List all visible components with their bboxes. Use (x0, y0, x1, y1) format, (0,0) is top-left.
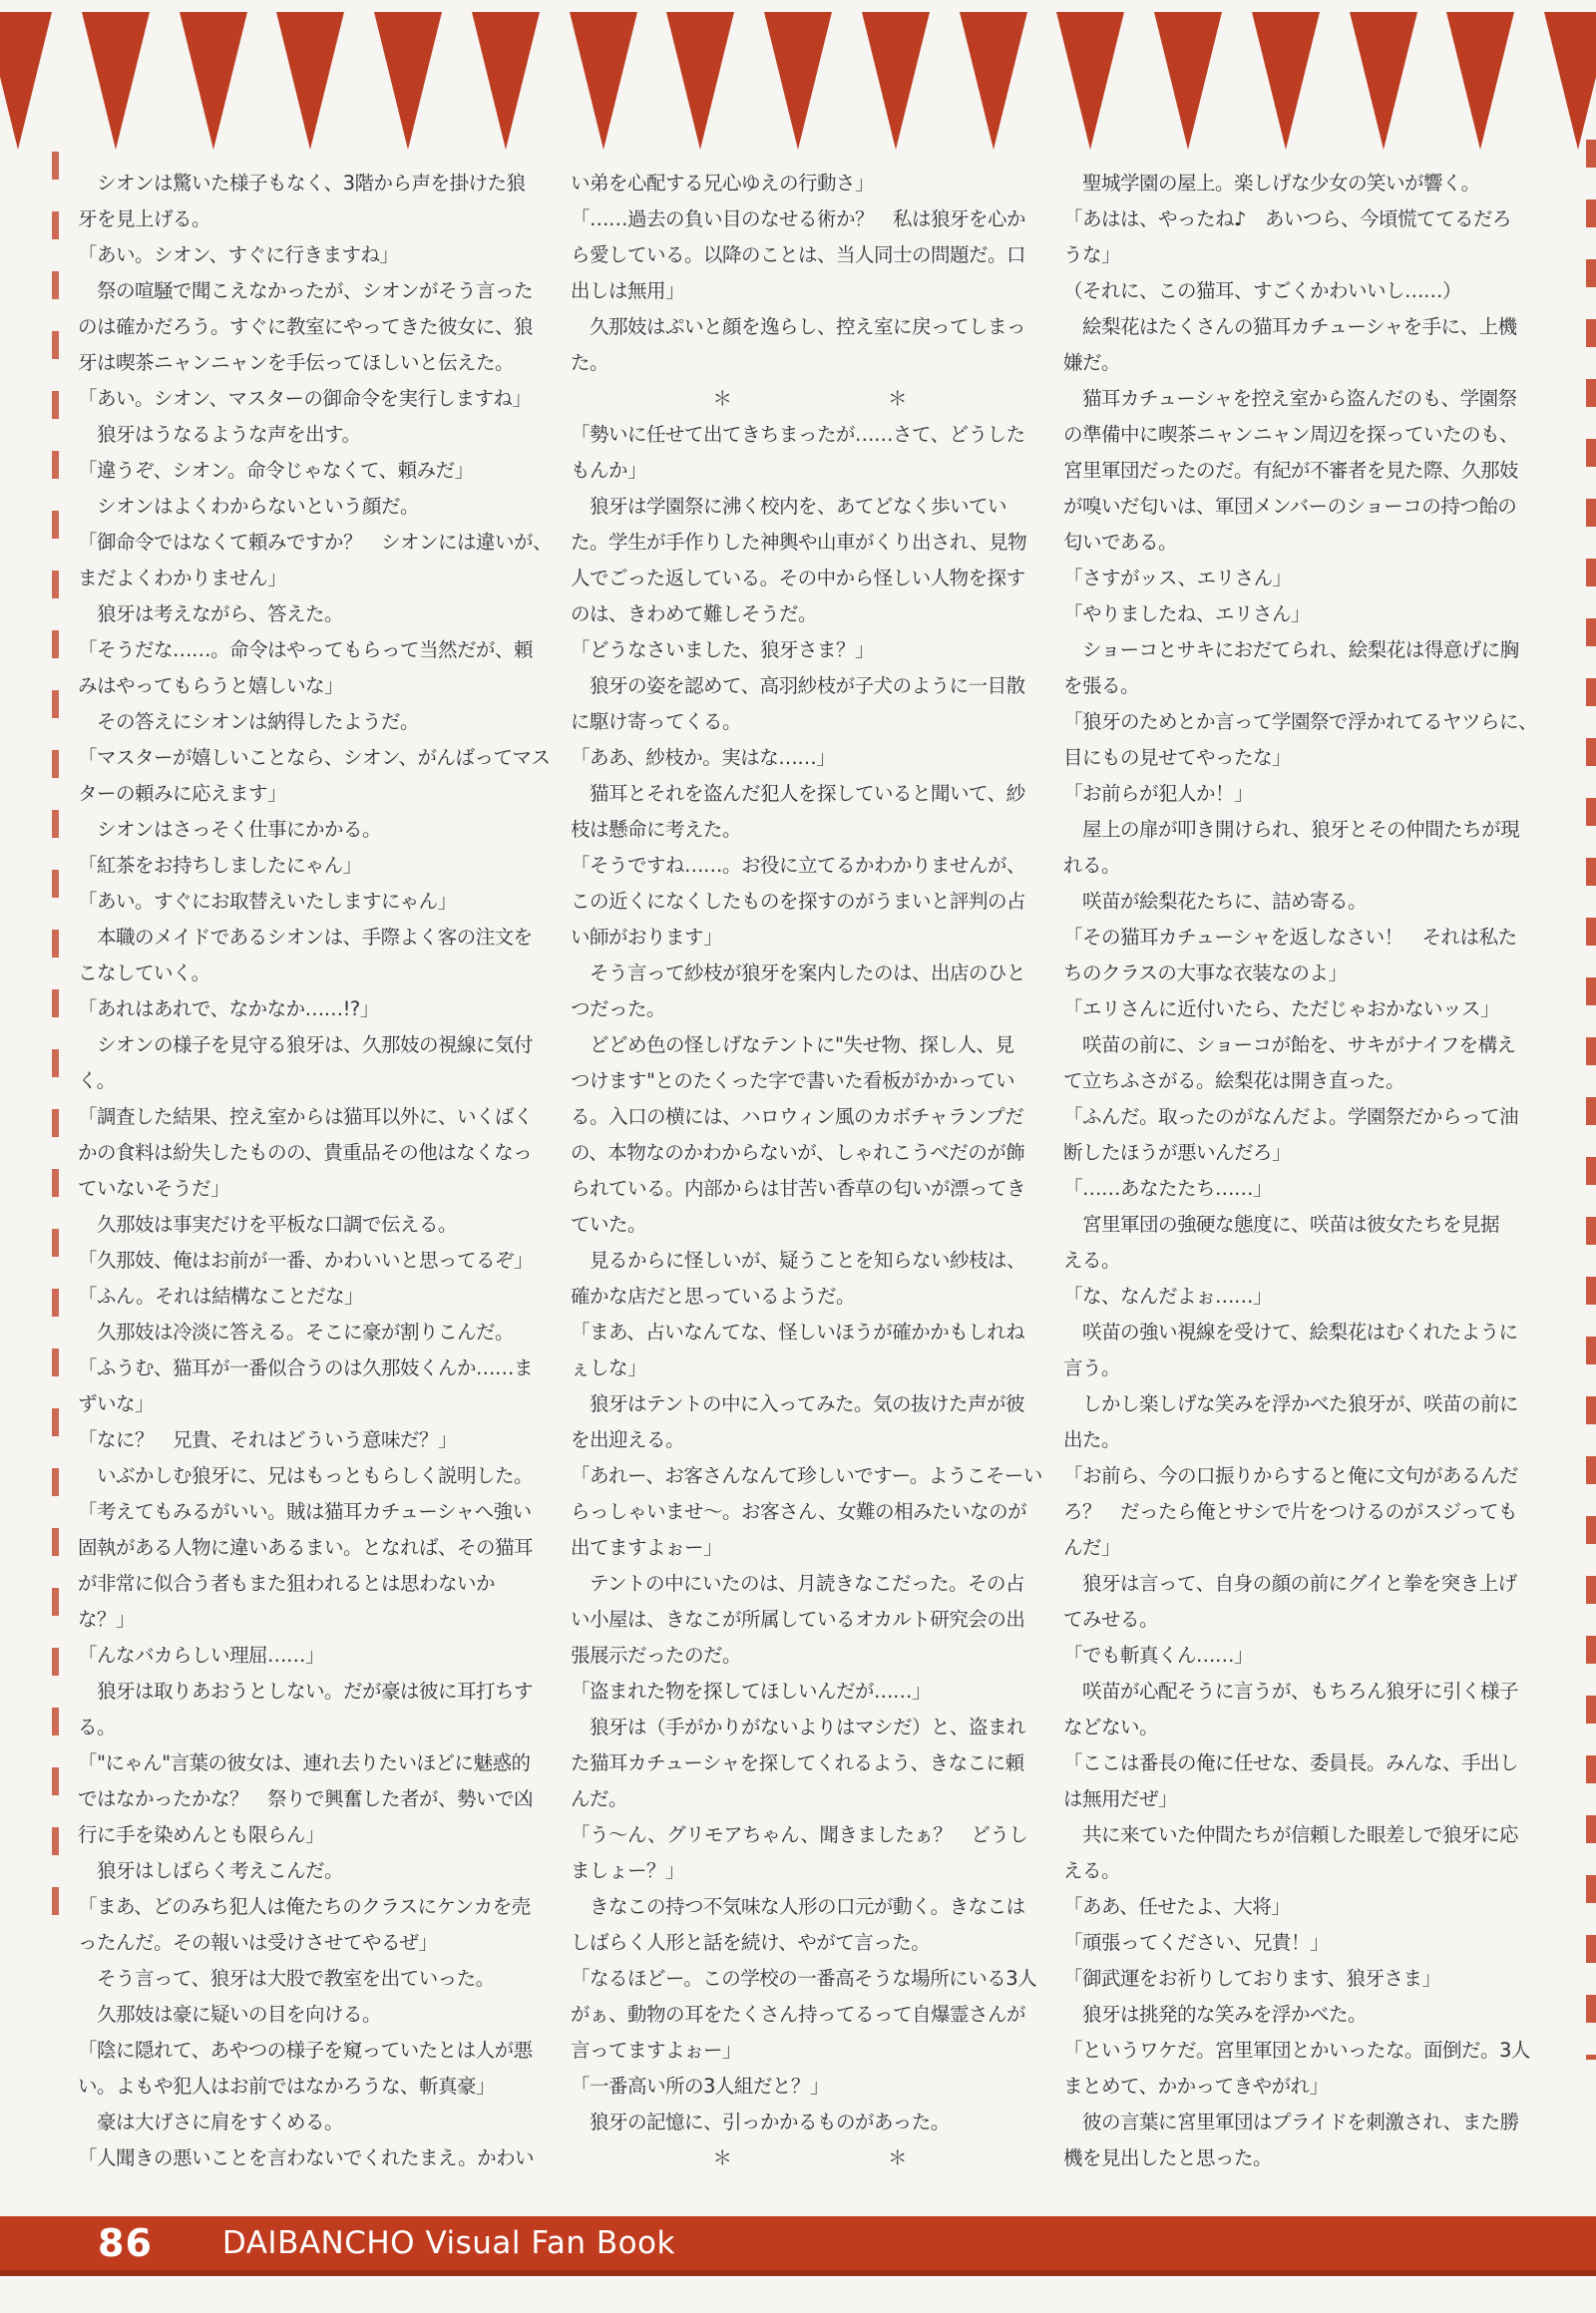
text-line: 「……過去の負い目のなせる術か？ 私は狼牙を心か (571, 207, 1026, 230)
text-line: 彼の言葉に宮里軍団はプライドを刺激され、また勝 (1063, 2111, 1519, 2133)
text-line: 絵梨花はたくさんの猫耳カチューシャを手に、上機 (1063, 315, 1517, 338)
text-line: 宮里軍団だったのだ。有紀が不審者を見た際、久那妓 (1063, 459, 1519, 482)
text-line: のは、きわめて難しそうだ。 (571, 602, 818, 625)
text-line: ていないそうだ」 (78, 1177, 230, 1200)
pennant-triangle-icon (666, 12, 734, 150)
text-line: らっしゃいませ〜。お客さん、女難の相みたいなのが (571, 1500, 1027, 1523)
text-line: が嗅いだ匂いは、軍団メンバーのショーコの持つ飴の (1063, 495, 1517, 518)
text-line: 匂いである。 (1063, 531, 1178, 554)
text-line: 「あれー、お客さんなんて珍しいですー。ようこそーい (571, 1464, 1042, 1487)
footer-title: DAIBANCHO Visual Fan Book (221, 2225, 675, 2261)
text-line: つだった。 (571, 997, 666, 1020)
text-line: 「お前らが犯人か！」 (1063, 782, 1254, 805)
text-line: 「な、なんだよぉ……」 (1063, 1285, 1273, 1308)
text-line: 狼牙は挑発的な笑みを浮かべた。 (1063, 2003, 1368, 2026)
text-line: うな」 (1063, 243, 1121, 266)
text-line: しばらく人形と話を続け、やがて言った。 (571, 1931, 931, 1954)
text-line: 「さすがッス、エリさん」 (1063, 567, 1292, 589)
text-line: みはやってもらうと嬉しいな」 (78, 674, 344, 697)
text-line: 「人聞きの悪いことを言わないでくれたまえ。かわい (78, 2146, 535, 2169)
text-line: 狼牙はしばらく考えこんだ。 (78, 1859, 344, 1882)
text-line: んだ。 (571, 1787, 628, 1810)
text-line: 「あい。すぐにお取替えいたしますにゃん」 (78, 890, 457, 913)
text-line: ではなかったかな？ 祭りで興奮した者が、勢いで凶 (78, 1787, 534, 1810)
text-line: 本職のメイドであるシオンは、手際よく客の注文を (78, 926, 533, 949)
pennant-triangle-icon (180, 12, 247, 150)
text-line: 「狼牙のためとか言って学園祭で浮かれてるヤツらに、 (1063, 710, 1538, 733)
text-line: ら愛している。以降のことは、当人同士の問題だ。口 (571, 243, 1026, 266)
text-line: 「考えてもみるがいい。賊は猫耳カチューシャへ強い (78, 1500, 532, 1523)
text-line: 聖城学園の屋上。楽しげな少女の笑いが響く。 (1063, 172, 1480, 194)
text-line: 「う〜ん、グリモアちゃん、聞きましたぁ？ どうし (571, 1823, 1028, 1846)
text-line: 断したほうが悪いんだろ」 (1063, 1141, 1292, 1164)
text-line: 祭の喧騒で聞こえなかったが、シオンがそう言った (78, 279, 534, 302)
section-separator: ＊ ＊ (712, 2146, 908, 2169)
text-line: 言ってますよぉー」 (571, 2039, 742, 2062)
text-line: つけます"とのたくった字で書いた看板がかかってい (571, 1069, 1015, 1092)
text-line: 咲苗が絵梨花たちに、詰め寄る。 (1063, 890, 1368, 913)
text-line: れる。 (1063, 854, 1121, 877)
text-line: 「なに？ 兄貴、それはどういう意味だ？」 (78, 1428, 458, 1451)
text-line: は無用だぜ」 (1063, 1787, 1178, 1810)
text-line: 「紅茶をお持ちしましたにゃん」 (78, 854, 362, 877)
text-line: ちのクラスの大事な衣装なのよ」 (1063, 962, 1348, 984)
text-line: てみせる。 (1063, 1608, 1159, 1631)
text-line: が非常に似合う者もまた狙われるとは思わないか (78, 1572, 496, 1595)
text-line: んだ」 (1063, 1536, 1121, 1559)
text-column-2 (571, 166, 1049, 2176)
text-line: 共に来ていた仲間たちが信頼した眼差しで狼牙に応 (1063, 1823, 1519, 1846)
text-line: こなしていく。 (78, 962, 210, 984)
text-line: 「ここは番長の俺に任せな、委員長。みんな、手出し (1063, 1751, 1519, 1774)
text-line: 久那妓は冷淡に答える。そこに豪が割りこんだ。 (78, 1321, 515, 1344)
text-line: 「まあ、占いなんてな、怪しいほうが確かかもしれね (571, 1321, 1025, 1344)
text-line: に駆け寄ってくる。 (571, 710, 742, 733)
text-line: シオンはさっそく仕事にかかる。 (78, 818, 382, 841)
text-line: 「やりましたね、エリさん」 (1063, 602, 1311, 625)
pennant-triangle-icon (276, 12, 344, 150)
text-line: い弟を心配する兄心ゆえの行動さ」 (571, 172, 875, 194)
text-line: 「陰に隠れて、あやつの様子を窺っていたとは人が悪 (78, 2039, 533, 2062)
text-line: そう言って紗枝が狼牙を案内したのは、出店のひと (571, 962, 1026, 984)
text-line: 狼牙の姿を認めて、高羽紗枝が子犬のように一目散 (571, 674, 1025, 697)
text-line: 「お前ら、今の口振りからすると俺に文句があるんだ (1063, 1464, 1519, 1487)
text-line: 「御武運をお祈りしております、狼牙さま」 (1063, 1967, 1441, 1990)
text-line: い。よもや犯人はお前ではなかろうな、斬真豪」 (78, 2075, 496, 2098)
pennant-triangle-icon (374, 12, 442, 150)
text-line: た。学生が手作りした神輿や山車がくり出され、見物 (571, 531, 1027, 554)
text-line: 「盗まれた物を探してほしいんだが……」 (571, 1680, 932, 1703)
text-line: ったんだ。その報いは受けさせてやるぜ」 (78, 1931, 438, 1954)
text-line: 目にもの見せてやったな」 (1063, 746, 1292, 769)
text-line: 「"にゃん"言葉の彼女は、連れ去りたいほどに魅惑的 (78, 1751, 531, 1774)
pennant-triangle-icon (82, 12, 150, 150)
text-line: 狼牙はうなるような声を出す。 (78, 423, 361, 446)
text-line: しかし楽しげな笑みを浮かべた狼牙が、咲苗の前に (1063, 1392, 1519, 1415)
text-line: 「違うぞ、シオン。命令じゃなくて、頼みだ」 (78, 459, 474, 482)
text-line: える。 (1063, 1249, 1121, 1272)
text-line: える。 (1063, 1859, 1121, 1882)
text-line: 「あはは、やったね♪ あいつら、今頃慌ててるだろ (1063, 207, 1511, 230)
text-line: 屋上の扉が叩き開けられ、狼牙とその仲間たちが現 (1063, 818, 1520, 841)
pennant-triangle-icon (862, 12, 930, 150)
text-line: 「御命令ではなくて頼みですか？ シオンには違いが、 (78, 531, 553, 554)
text-line: ろ？ だったら俺とサシで片をつけるのがスジっても (1063, 1500, 1518, 1523)
text-line: 「久那妓、俺はお前が一番、かわいいと思ってるぞ」 (78, 1249, 534, 1272)
text-line: 「どうなさいました、狼牙さま？」 (571, 638, 875, 661)
text-line: まだよくわかりません」 (78, 567, 287, 589)
text-line: の準備中に喫茶ニャンニャン周辺を探っていたのも、 (1063, 423, 1519, 446)
text-line: 狼牙は言って、自身の顔の前にグイと拳を突き上げ (1063, 1572, 1517, 1595)
page-number: 86 (98, 2221, 153, 2265)
text-line: どどめ色の怪しげなテントに"失せ物、探し人、見 (571, 1033, 1014, 1056)
text-line: 狼牙は考えながら、答えた。 (78, 602, 344, 625)
text-line: いぶかしむ狼牙に、兄はもっともらしく説明した。 (78, 1464, 534, 1487)
text-line: この近くになくしたものを探すのがうまいと評判の占 (571, 890, 1026, 913)
pennant-banner (0, 12, 1596, 150)
text-line: い師がおります」 (571, 926, 723, 949)
text-line: 固執がある人物に違いあるまい。となれば、その猫耳 (78, 1536, 534, 1559)
text-line: きなこの持つ不気味な人形の口元が動く。きなこは (571, 1895, 1025, 1918)
text-line: 狼牙はテントの中に入ってみた。気の抜けた声が彼 (571, 1392, 1025, 1415)
text-line: 久那妓は事実だけを平板な口調で伝える。 (78, 1213, 458, 1236)
text-line: 狼牙は取りあおうとしない。だが豪は彼に耳打ちす (78, 1680, 534, 1703)
text-line: 出しは無用」 (571, 279, 685, 302)
pennant-triangle-icon (0, 12, 52, 150)
pennant-triangle-icon (1446, 12, 1514, 150)
text-line: ていた。 (571, 1213, 647, 1236)
text-line: の、本物なのかわからないが、しゃれこうべだのが飾 (571, 1141, 1025, 1164)
text-line: 「んなバカらしい理屈……」 (78, 1644, 325, 1667)
pennant-triangle-icon (960, 12, 1027, 150)
pennant-triangle-icon (1154, 12, 1222, 150)
text-line: 人でごった返している。その中から怪しい人物を探す (571, 567, 1025, 589)
text-line: 「そうですね……。お役に立てるかわかりませんが、 (571, 854, 1026, 877)
text-line: 「一番高い所の3人組だと？」 (571, 2075, 829, 2098)
text-line: を張る。 (1063, 674, 1140, 697)
text-line: 行に手を染めんとも限らん」 (78, 1823, 325, 1846)
text-line: られている。内部からは甘苦い香草の匂いが漂ってき (571, 1177, 1026, 1200)
text-line: 「エリさんに近付いたら、ただじゃおかないッス」 (1063, 997, 1500, 1020)
text-line: ましょー？」 (571, 1859, 685, 1882)
text-line: 「調査した結果、控え室からは猫耳以外に、いくばく (78, 1105, 534, 1128)
text-line: 「あい。シオン、マスターの御命令を実行しますね」 (78, 387, 532, 410)
text-line: 言う。 (1063, 1356, 1121, 1379)
text-line: 「頑張ってください、兄貴！」 (1063, 1931, 1330, 1954)
text-line: 「……あなたたち……」 (1063, 1177, 1273, 1200)
text-column-3 (1063, 166, 1542, 2176)
text-line: まとめて、かかってきやがれ」 (1063, 2075, 1329, 2098)
text-line: 牙を見上げる。 (78, 207, 211, 230)
text-line: ターの頼みに応えます」 (78, 782, 287, 805)
text-line: 出た。 (1063, 1428, 1121, 1451)
text-line: 確かな店だと思っているようだ。 (571, 1285, 856, 1308)
text-line: がぁ、動物の耳をたくさん持ってるって自爆霊さんが (571, 2003, 1026, 2026)
text-line: 「あい。シオン、すぐに行きますね」 (78, 243, 399, 266)
text-line: 「勢いに任せて出てきちまったが……さて、どうした (571, 423, 1025, 446)
text-line: 狼牙は学園祭に沸く校内を、あてどなく歩いてい (571, 495, 1007, 518)
text-line: る。入口の横には、ハロウィン風のカボチャランプだ (571, 1105, 1024, 1128)
text-line: な？」 (78, 1608, 136, 1631)
text-line: などない。 (1063, 1716, 1159, 1738)
text-line: い小屋は、きなこが所属しているオカルト研究会の出 (571, 1608, 1025, 1631)
text-line: 宮里軍団の強硬な態度に、咲苗は彼女たちを見据 (1063, 1213, 1500, 1236)
pennant-triangle-icon (472, 12, 540, 150)
pennant-triangle-icon (570, 12, 637, 150)
text-line: 「というワケだ。宮里軍団とかいったな。面倒だ。3人 (1063, 2039, 1530, 2062)
text-line: 「そうだな……。命令はやってもらって当然だが、頼 (78, 638, 534, 661)
text-line: そう言って、狼牙は大股で教室を出ていった。 (78, 1967, 495, 1990)
text-line: 枝は懸命に考えた。 (571, 818, 742, 841)
text-line: シオンの様子を見守る狼牙は、久那妓の視線に気付 (78, 1033, 534, 1056)
pennant-triangle-icon (1544, 12, 1596, 150)
text-line: 牙は喫茶ニャンニャンを手伝ってほしいと伝えた。 (78, 351, 515, 374)
text-line: 「ああ、任せたよ、大将」 (1063, 1895, 1291, 1918)
text-line: 狼牙は（手がかりがないよりはマシだ）と、盗まれ (571, 1716, 1026, 1738)
pennant-triangle-icon (1056, 12, 1124, 150)
text-line: テントの中にいたのは、月読きなこだった。その占 (571, 1572, 1025, 1595)
text-line: 猫耳とそれを盗んだ犯人を探していると聞いて、紗 (571, 782, 1025, 805)
text-line: 咲苗の前に、ショーコが飴を、サキがナイフを構え (1063, 1033, 1516, 1056)
left-edge-print-marks (52, 152, 59, 1937)
text-line: もんか」 (571, 459, 647, 482)
text-line: 咲苗が心配そうに言うが、もちろん狼牙に引く様子 (1063, 1680, 1519, 1703)
pennant-triangle-icon (764, 12, 832, 150)
text-line: かの食料は紛失したものの、貴重品その他はなくなっ (78, 1141, 533, 1164)
text-line: ぇしな」 (571, 1356, 647, 1379)
text-line: 「なるほどー。この学校の一番高そうな場所にいる3人 (571, 1967, 1037, 1990)
text-line: のは確かだろう。すぐに教室にやってきた彼女に、狼 (78, 315, 534, 338)
section-separator: ＊ ＊ (712, 387, 908, 410)
text-line: を出迎える。 (571, 1428, 685, 1451)
text-line: 嫌だ。 (1063, 351, 1121, 374)
text-line: 狼牙の記憶に、引っかかるものがあった。 (571, 2111, 950, 2133)
text-line: て立ちふさがる。絵梨花は開き直った。 (1063, 1069, 1405, 1092)
text-line: た猫耳カチューシャを探してくれるよう、きなこに頼 (571, 1751, 1024, 1774)
text-column-1 (78, 166, 557, 2176)
text-line: 久那妓は豪に疑いの目を向ける。 (78, 2003, 382, 2026)
text-line: る。 (78, 1716, 117, 1738)
text-line: 「その猫耳カチューシャを返しなさい！ それは私た (1063, 926, 1517, 949)
text-line: ショーコとサキにおだてられ、絵梨花は得意げに胸 (1063, 638, 1519, 661)
text-line: 「でも斬真くん……」 (1063, 1644, 1254, 1667)
text-line: 出てますよぉー」 (571, 1536, 723, 1559)
text-line: く。 (78, 1069, 116, 1092)
text-line: ずいな」 (78, 1392, 155, 1415)
text-line: シオンは驚いた様子もなく、3階から声を掛けた狼 (78, 172, 526, 194)
text-line: 「ふん。それは結構なことだな」 (78, 1285, 364, 1308)
text-line: 張展示だったのだ。 (571, 1644, 742, 1667)
text-line: た。 (571, 351, 609, 374)
text-line: 「ああ、紗枝か。実はな……」 (571, 746, 836, 769)
text-line: （それに、この猫耳、すごくかわいいし……） (1063, 279, 1462, 302)
text-line: 「ふんだ。取ったのがなんだよ。学園祭だからって油 (1063, 1105, 1519, 1128)
right-edge-print-marks (1586, 140, 1596, 2060)
pennant-triangle-icon (1350, 12, 1417, 150)
text-line: 「まあ、どのみち犯人は俺たちのクラスにケンカを売 (78, 1895, 531, 1918)
pennant-triangle-icon (1252, 12, 1320, 150)
text-line: 「マスターが嬉しいことなら、シオン、がんばってマス (78, 746, 551, 769)
text-line: 「あれはあれで、なかなか……!?」 (78, 997, 379, 1020)
text-line: 機を見出したと思った。 (1063, 2146, 1273, 2169)
text-line: 久那妓はぷいと顔を逸らし、控え室に戻ってしまっ (571, 315, 1026, 338)
text-line: 豪は大げさに肩をすくめる。 (78, 2111, 344, 2133)
text-line: 猫耳カチューシャを控え室から盗んだのも、学園祭 (1063, 387, 1517, 410)
text-line: 「ふうむ、猫耳が一番似合うのは久那妓くんか……ま (78, 1356, 534, 1379)
text-line: 見るからに怪しいが、疑うことを知らない紗枝は、 (571, 1249, 1026, 1272)
text-line: その答えにシオンは納得したようだ。 (78, 710, 420, 733)
footer-bar (0, 2216, 1596, 2276)
text-line: シオンはよくわからないという顔だ。 (78, 495, 420, 518)
text-line: 咲苗の強い視線を受けて、絵梨花はむくれたように (1063, 1321, 1518, 1344)
